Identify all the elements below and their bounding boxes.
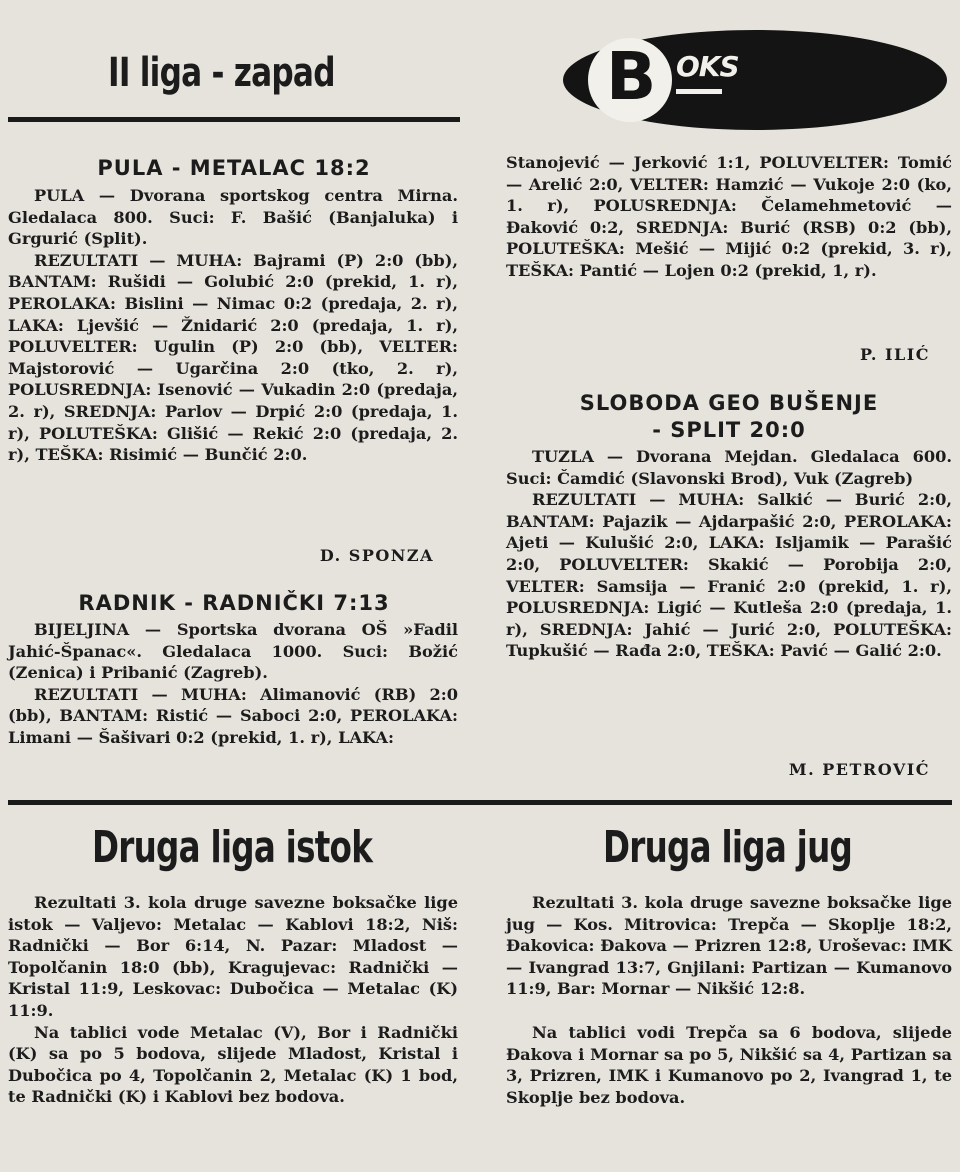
radnik-paragraph-results: REZULTATI — MUHA: Alimanović (RB) 2:0 (bb), BANTAM: Ristić — Saboci 2:0, PEROLAKA: Limani — Šašivari 0:2 (prekid, 1. r), LAKA: bbox=[8, 684, 458, 747]
signature-sponza: D. SPONZA bbox=[319, 546, 434, 565]
article-sloboda bbox=[506, 446, 952, 662]
article-pula bbox=[8, 185, 458, 466]
article-radnik-continued bbox=[506, 152, 952, 282]
match-title-radnik: RADNIK - RADNIČKI 7:13 bbox=[78, 591, 390, 615]
pula-paragraph-venue: PULA — Dvorana sportskog centra Mirna. Gledalaca 800. Suci: F. Bašić (Banjaluka) i Grgurić (Split). bbox=[8, 186, 458, 249]
header-rule bbox=[8, 117, 460, 122]
sloboda-paragraph-results: REZULTATI — MUHA: Salkić — Burić 2:0, BANTAM: Pajazik — Ajdarpašić 2:0, PEROLAKA: Ajeti — Kulušić 2:0, LAKA: Isljamik — Parašić 2:0, POLUVELTER: Skakić — Porobija 2:0, VELTER: Samsija — Franić 2:0 (prekid, 1. r), POLUSREDNJA: Ligić — Kutleša 2:0 (predaja, 1. r), SREDNJA: Jahić — Jurić 2:0, POLUTEŠKA: Tupkušić — Rađa 2:0, TEŠKA: Pavić — Galić 2:0. bbox=[506, 490, 952, 661]
sloboda-paragraph-venue: TUZLA — Dvorana Mejdan. Gledalaca 600. Suci: Čamdić (Slavonski Brod), Vuk (Zagreb) bbox=[506, 447, 952, 488]
article-jug bbox=[506, 892, 952, 1108]
radnik-paragraph-continued: Stanojević — Jerković 1:1, POLUVELTER: Tomić — Arelić 2:0, VELTER: Hamzić — Vukoje 2:0 (ko, 1. r), POLUSREDNJA: Čelamehmetović — Đaković 0:2, SREDNJA: Burić (RSB) 0:2 (bb), POLUTEŠKA: Mešić — Mijić 0:2 (prekid, 3. r), TEŠKA: Pantić — Lojen 0:2 (prekid, 1, r). bbox=[506, 153, 952, 280]
signature-petrovic: M. PETROVIĆ bbox=[788, 760, 930, 779]
jug-paragraph-results: Rezultati 3. kola druge savezne boksačke lige jug — Kos. Mitrovica: Trepča — Skoplje 18:2, Đakovica: Đakova — Prizren 12:8, Uroševac: IMK — Ivangrad 13:7, Gnjilani: Partizan — Kumanovo 11:9, Bar: Mornar — Nikšić 12:8. bbox=[506, 893, 952, 999]
section-title-istok: Druga liga istok bbox=[92, 822, 373, 873]
logo-underline bbox=[676, 89, 722, 94]
section-title-zapad: II liga - zapad bbox=[108, 50, 335, 96]
radnik-paragraph-venue: BIJELJINA — Sportska dvorana OŠ »Fadil Jahić-Španac«. Gledalaca 1000. Suci: Božić (Zenica) i Pribanić (Zagreb). bbox=[8, 620, 458, 683]
match-title-pula: PULA - METALAC 18:2 bbox=[97, 156, 371, 180]
istok-paragraph-table: Na tablici vode Metalac (V), Bor i Radnički (K) sa po 5 bodova, slijede Mladost, Kristal i Dubočica po 4, Topolčanin 2, Metalac (K) 1 bod, te Radnički (K) i Kablovi bez bodova. bbox=[8, 1022, 458, 1107]
logo-letter-b: B bbox=[606, 38, 657, 115]
jug-paragraph-table: Na tablici vodi Trepča sa 6 bodova, slijede Đakova i Mornar sa po 5, Nikšić sa 4, Partizan sa 3, Prizren, IMK i Kumanovo po 2, Ivangrad 1, te Skoplje bez bodova. bbox=[506, 1022, 952, 1107]
match-title-sloboda-line2: - SPLIT 20:0 bbox=[652, 418, 806, 442]
logo-text-oks: OKS bbox=[676, 50, 739, 83]
pula-paragraph-results: REZULTATI — MUHA: Bajrami (P) 2:0 (bb), BANTAM: Rušidi — Golubić 2:0 (prekid, 1. r), PEROLAKA: Bislini — Nimac 0:2 (predaja, 2. r), LAKA: Ljevšić — Žnidarić 2:0 (predaja, 1. r), POLUVELTER: Ugulin (P) 2:0 (bb), VELTER: Majstorović — Ugarčina 2:0 (tko, 2. r), POLUSREDNJA: Isenović — Vukadin 2:0 (predaja, 2. r), SREDNJA: Parlov — Drpić 2:0 (predaja, 1. r), POLUTEŠKA: Glišić — Rekić 2:0 (predaja, 2. r), TEŠKA: Risimić — Bunčić 2:0. bbox=[8, 250, 458, 465]
article-radnik bbox=[8, 619, 458, 749]
section-title-jug: Druga liga jug bbox=[603, 822, 853, 873]
section-separator bbox=[8, 800, 952, 805]
signature-ilic: P. ILIĆ bbox=[860, 345, 930, 364]
istok-paragraph-results: Rezultati 3. kola druge savezne boksačke lige istok — Valjevo: Metalac — Kablovi 18:2, Niš: Radnički — Bor 6:14, N. Pazar: Mladost — Topolčanin 18:0 (bb), Kragujevac: Radnički — Kristal 11:9, Leskovac: Dubočica — Metalac (K) 11:9. bbox=[8, 893, 458, 1020]
article-istok bbox=[8, 892, 458, 1108]
match-title-sloboda-line1: SLOBODA GEO BUŠENJE bbox=[579, 391, 879, 415]
